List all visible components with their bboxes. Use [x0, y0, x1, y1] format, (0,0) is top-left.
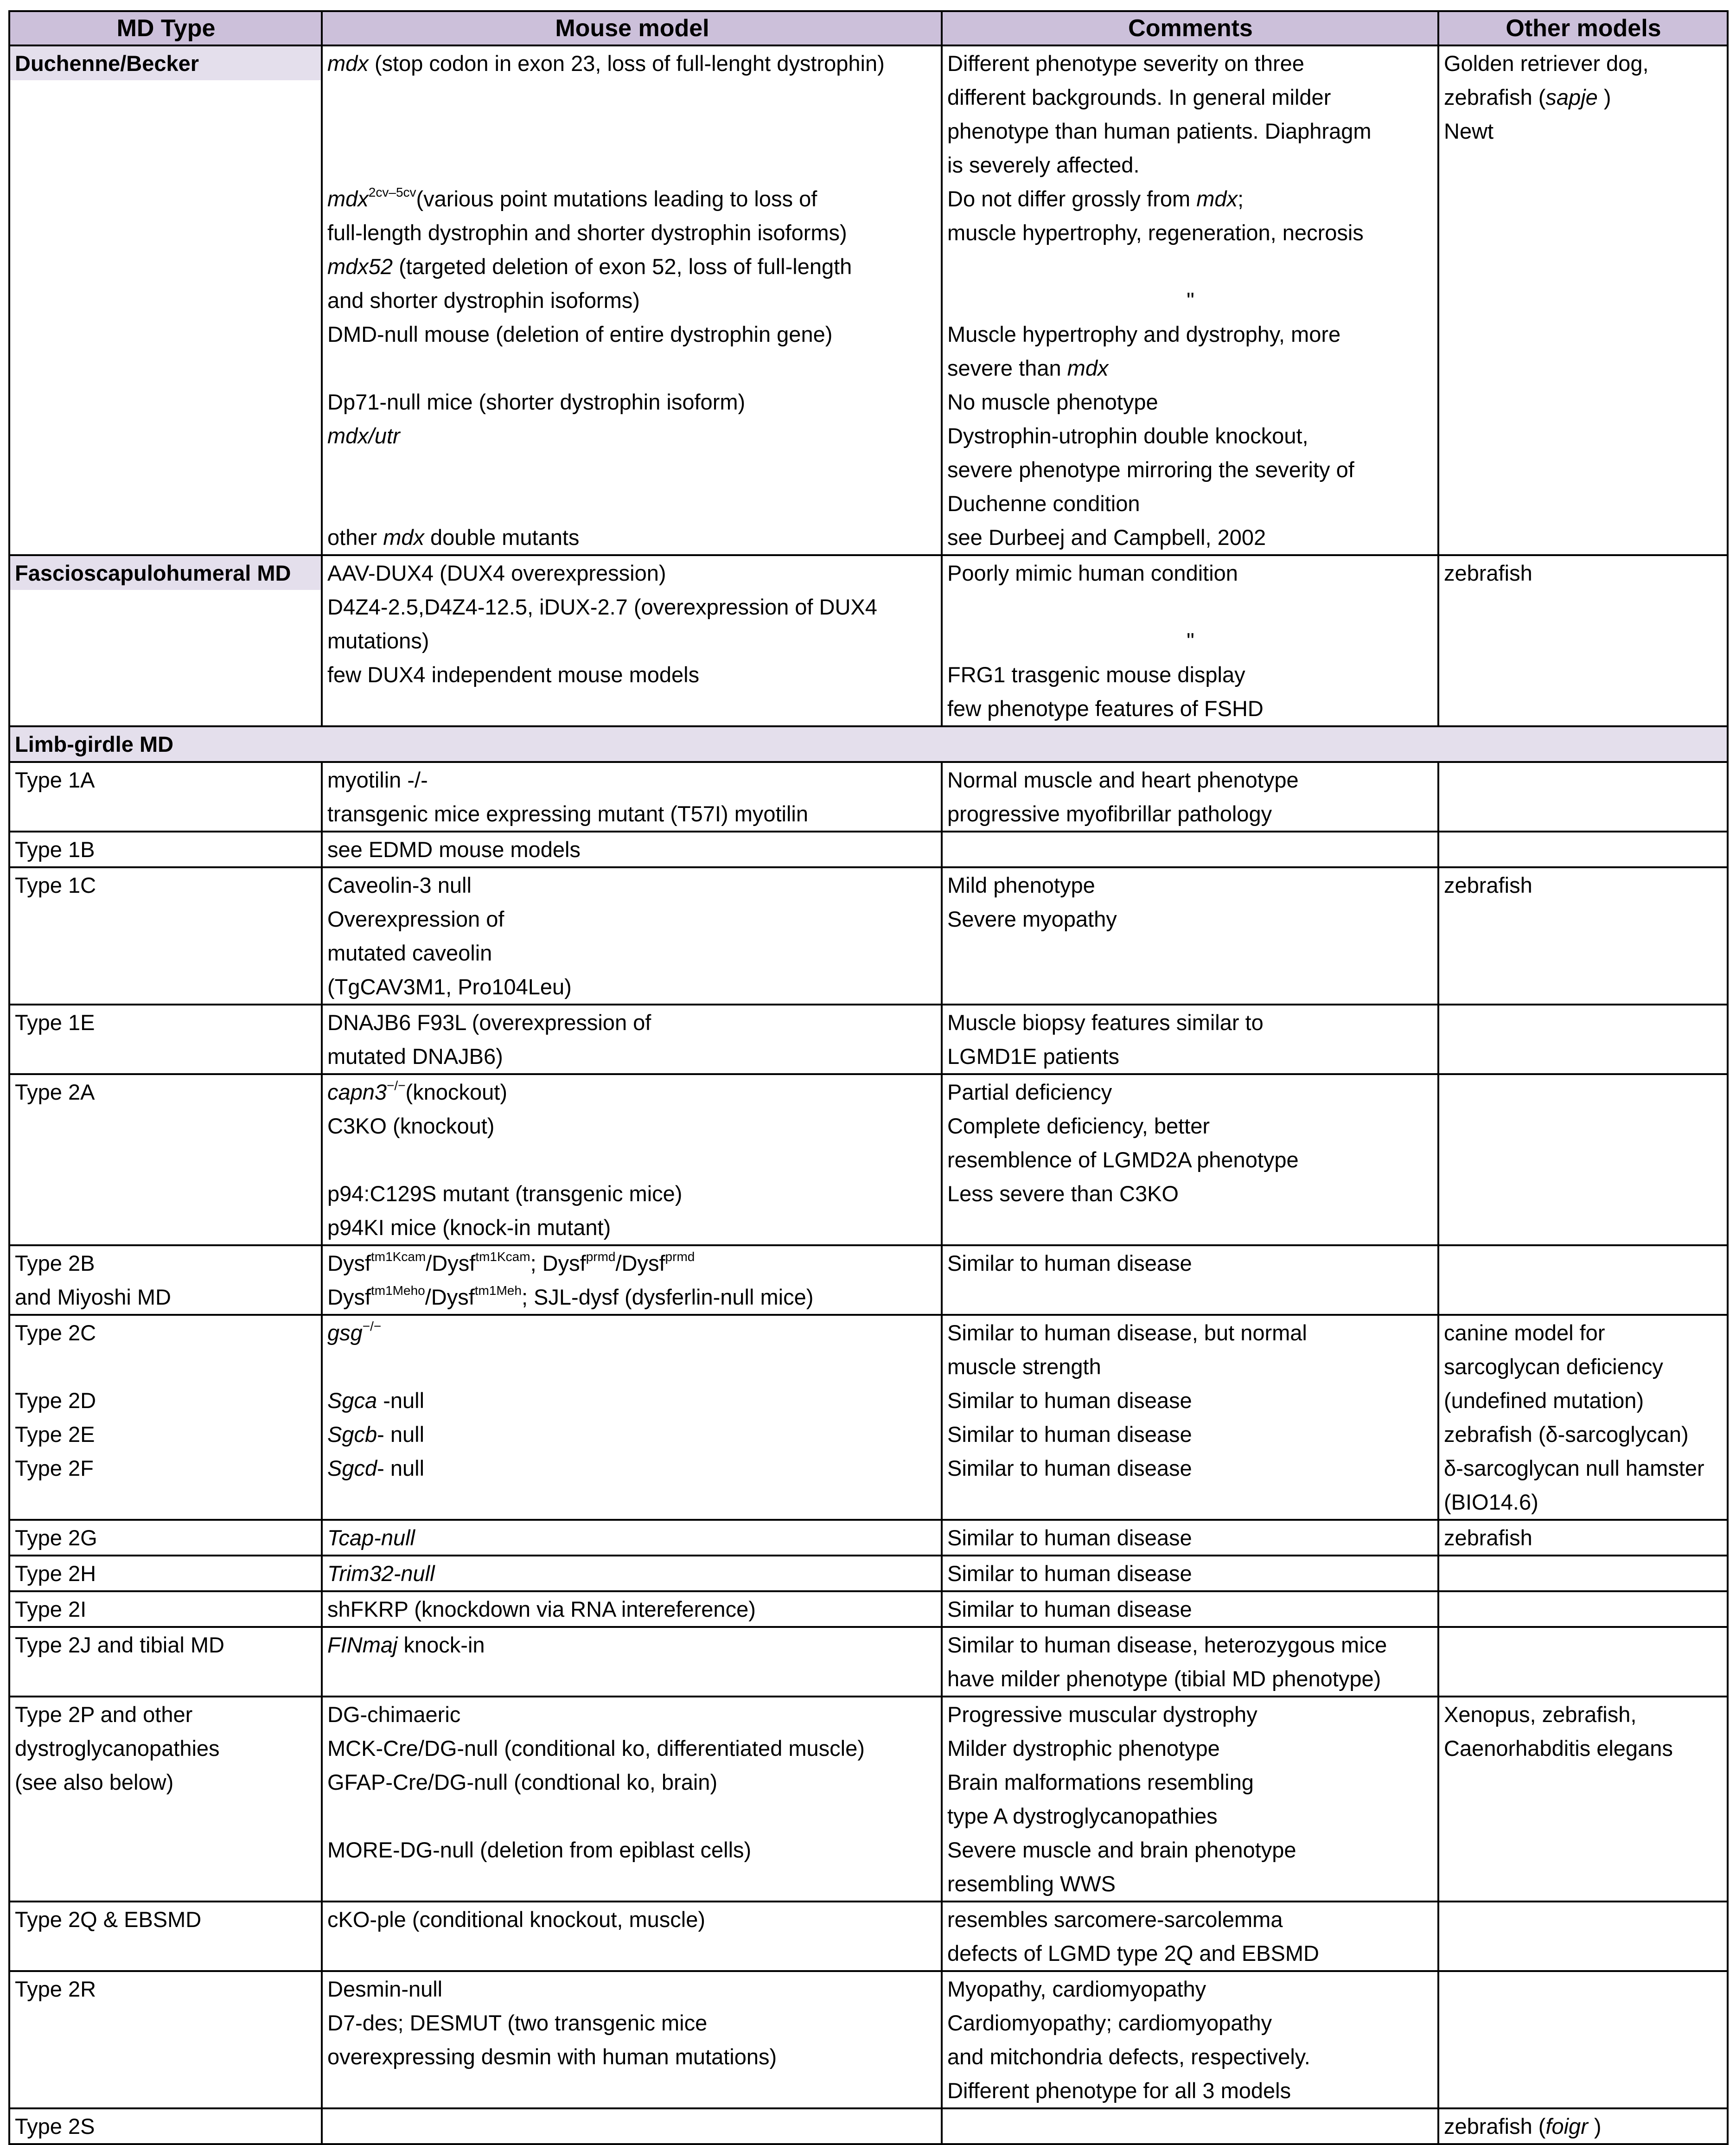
- other_lines-cell: [1438, 867, 1728, 1005]
- mouse_lines-line: and shorter dystrophin isoforms): [327, 288, 640, 313]
- type_lines-line: Type 2Q & EBSMD: [15, 1907, 202, 1932]
- comment_lines-line: Different phenotype severity on three: [947, 51, 1304, 76]
- table-row: [9, 1697, 1728, 1902]
- mouse_lines-line: DG-chimaeric: [327, 1702, 461, 1727]
- comment_lines-cell: [942, 762, 1438, 832]
- other_lines-line: Caenorhabditis elegans: [1444, 1736, 1673, 1761]
- other_lines-cell: [1438, 45, 1728, 555]
- comment_lines-line: few phenotype features of FSHD: [947, 696, 1264, 721]
- table-row: [9, 1627, 1728, 1697]
- comment_lines-line: [947, 590, 1434, 624]
- mouse_lines-line: Sgca -null: [327, 1388, 425, 1413]
- type_lines-cell: [9, 1627, 322, 1697]
- mouse_lines-cell: [322, 1520, 942, 1556]
- type_lines-line: Type 2C: [15, 1320, 96, 1345]
- other_lines-line: sarcoglycan deficiency: [1444, 1354, 1663, 1379]
- comment_lines-cell: [942, 1074, 1438, 1245]
- other_lines-cell: [1438, 1971, 1728, 2108]
- comment_lines-line: Muscle biopsy features similar to: [947, 1010, 1264, 1035]
- type_lines-cell: [9, 832, 322, 867]
- table-row: [9, 45, 1728, 555]
- table-row: [9, 2108, 1728, 2144]
- type_lines-cell: [9, 45, 322, 555]
- type_lines-cell: [9, 1697, 322, 1902]
- comment_lines-line: Similar to human disease: [947, 1251, 1192, 1275]
- type_lines-cell: [9, 1074, 322, 1245]
- mouse_lines-line: FINmaj knock-in: [327, 1633, 485, 1657]
- mouse_lines-line: few DUX4 independent mouse models: [327, 662, 700, 687]
- other_lines-cell: [1438, 1074, 1728, 1245]
- md-models-table-sheet: [8, 10, 1727, 2145]
- comment_lines-line: ": [1187, 628, 1194, 653]
- comment_lines-line: different backgrounds. In general milder: [947, 85, 1331, 109]
- mouse_lines-line: Desmin-null: [327, 1977, 443, 2001]
- mouse_lines-cell: [322, 2108, 942, 2144]
- comment_lines-line: ": [1187, 288, 1194, 313]
- other_lines-line: zebrafish: [1444, 1525, 1532, 1550]
- comment_lines-cell: [942, 1556, 1438, 1591]
- mouse_lines-line: D4Z4-2.5,D4Z4-12.5, iDUX-2.7 (overexpression of DUX4: [327, 595, 877, 619]
- mouse_lines-line: (TgCAV3M1, Pro104Leu): [327, 974, 572, 999]
- comment_lines-line: No muscle phenotype: [947, 390, 1158, 414]
- comment_lines-line: Cardiomyopathy; cardiomyopathy: [947, 2011, 1272, 2035]
- type_lines-cell: [9, 1245, 322, 1315]
- comment_lines-line: severe than mdx: [947, 356, 1109, 380]
- comment_lines-line: Similar to human disease, but normal: [947, 1320, 1307, 1345]
- mouse_lines-line: see EDMD mouse models: [327, 837, 581, 862]
- mouse_lines-line: Dp71-null mice (shorter dystrophin isoform): [327, 390, 746, 414]
- other_lines-line: zebrafish: [1444, 561, 1532, 585]
- mouse_lines-line: cKO-ple (conditional knockout, muscle): [327, 1907, 706, 1932]
- mouse_lines-line: capn3−/−(knockout): [327, 1078, 507, 1104]
- comment_lines-line: Mild phenotype: [947, 873, 1095, 897]
- type_lines-cell: [9, 867, 322, 1005]
- type_lines-line: Type 2E: [15, 1422, 95, 1447]
- comment_lines-line: Similar to human disease: [947, 1422, 1192, 1447]
- type_lines-line: Fascioscapulohumeral MD: [10, 556, 321, 590]
- comment_lines-cell: [942, 832, 1438, 867]
- table-row: [9, 1315, 1728, 1520]
- type_lines-cell: [9, 555, 322, 726]
- header-md-type: MD Type: [9, 11, 322, 45]
- comment_lines-cell: [942, 2108, 1438, 2144]
- comment_lines-line: Severe muscle and brain phenotype: [947, 1838, 1296, 1862]
- other_lines-line: δ-sarcoglycan null hamster: [1444, 1456, 1704, 1480]
- mouse_lines-line: full-length dystrophin and shorter dystrophin isoforms): [327, 220, 847, 245]
- other_lines-line: (undefined mutation): [1444, 1388, 1644, 1413]
- other_lines-cell: [1438, 1591, 1728, 1627]
- type_lines-cell: [9, 1971, 322, 2108]
- other_lines-line: (BIO14.6): [1444, 1490, 1538, 1514]
- mouse_lines-cell: [322, 762, 942, 832]
- type_lines-line: Type 2B: [15, 1251, 95, 1275]
- md-models-table: [8, 10, 1729, 2145]
- type_lines-line: Type 2G: [15, 1525, 97, 1550]
- other_lines-cell: [1438, 2108, 1728, 2144]
- type_lines-line: Type 2F: [15, 1456, 94, 1480]
- mouse_lines-line: AAV-DUX4 (DUX4 overexpression): [327, 561, 666, 585]
- table-row: [9, 832, 1728, 867]
- other_lines-cell: [1438, 1697, 1728, 1902]
- type_lines-line: [15, 1350, 317, 1383]
- comment_lines-cell: [942, 867, 1438, 1005]
- mouse_lines-cell: [322, 1005, 942, 1074]
- mouse_lines-cell: [322, 1627, 942, 1697]
- other_lines-cell: [1438, 832, 1728, 867]
- header-other-models: Other models: [1438, 11, 1728, 45]
- comment_lines-line: resembles sarcomere-sarcolemma: [947, 1907, 1283, 1932]
- mouse_lines-line: mutated DNAJB6): [327, 1044, 503, 1069]
- mouse_lines-line: p94KI mice (knock-in mutant): [327, 1215, 611, 1240]
- table-row: [9, 1245, 1728, 1315]
- comment_lines-line: is severely affected.: [947, 153, 1140, 177]
- comment_lines-line: Duchenne condition: [947, 491, 1140, 516]
- type_lines-cell: [9, 762, 322, 832]
- comment_lines-line: Do not differ grossly from mdx;: [947, 186, 1244, 211]
- type_lines-line: Duchenne/Becker: [10, 46, 321, 80]
- table-row: [9, 1971, 1728, 2108]
- type_lines-line: Type 2H: [15, 1561, 96, 1586]
- type_lines-line: Type 1E: [15, 1010, 95, 1035]
- mouse_lines-cell: [322, 1245, 942, 1315]
- type_lines-line: (see also below): [15, 1770, 174, 1794]
- comment_lines-cell: [942, 1245, 1438, 1315]
- type_lines-line: Type 2P and other: [15, 1702, 193, 1727]
- other_lines-cell: [1438, 1245, 1728, 1315]
- comment_lines-line: [947, 250, 1434, 283]
- comment_lines-cell: [942, 1315, 1438, 1520]
- mouse_lines-line: p94:C129S mutant (transgenic mice): [327, 1181, 683, 1206]
- comment_lines-line: type A dystroglycanopathies: [947, 1804, 1218, 1828]
- mouse_lines-line: Dysf$^{tm1Meho}$/Dysf$^{tm1Meh}$; SJL-dysf (dysferlin-null mice): [327, 1283, 814, 1309]
- table-row: [9, 1556, 1728, 1591]
- mouse_lines-line: [327, 453, 937, 487]
- table-row: [9, 1902, 1728, 1971]
- comment_lines-cell: [942, 1005, 1438, 1074]
- other_lines-cell: [1438, 1556, 1728, 1591]
- mouse_lines-line: Overexpression of: [327, 907, 504, 931]
- type_lines-line: Type 1A: [15, 768, 95, 792]
- comment_lines-line: Poorly mimic human condition: [947, 561, 1238, 585]
- mouse_lines-line: Caveolin-3 null: [327, 873, 472, 897]
- mouse_lines-line: mutations): [327, 628, 429, 653]
- type_lines-line: Type 2D: [15, 1388, 96, 1413]
- mouse_lines-cell: [322, 1556, 942, 1591]
- comment_lines-line: Brain malformations resembling: [947, 1770, 1254, 1794]
- mouse_lines-line: Trim32-null: [327, 1561, 435, 1586]
- mouse_lines-line: [327, 80, 937, 114]
- comment_lines-line: Similar to human disease: [947, 1597, 1192, 1621]
- mouse_lines-line: Dysf$^{tm1Kcam}$/Dysf$^{tm1Kcam}$; Dysf$^{prmd}$/Dysf$^{prmd}$: [327, 1249, 695, 1275]
- mouse_lines-line: [327, 351, 937, 385]
- other_lines-line: zebrafish (sapje ): [1444, 85, 1611, 109]
- comment_lines-line: Severe myopathy: [947, 907, 1117, 931]
- mouse_lines-line: [327, 114, 937, 148]
- mouse_lines-cell: [322, 45, 942, 555]
- type_lines-line: Type 1B: [15, 837, 95, 862]
- other_lines-line: zebrafish (δ-sarcoglycan): [1444, 1422, 1689, 1447]
- comment_lines-line: Similar to human disease, heterozygous mice: [947, 1633, 1387, 1657]
- table-row: [9, 867, 1728, 1005]
- comment_lines-line: have milder phenotype (tibial MD phenotype): [947, 1666, 1381, 1691]
- comment_lines-line: Milder dystrophic phenotype: [947, 1736, 1220, 1761]
- mouse_lines-line: MCK-Cre/DG-null (conditional ko, differentiated muscle): [327, 1736, 865, 1761]
- comment_lines-line: resembling WWS: [947, 1871, 1116, 1896]
- other_lines-cell: [1438, 1315, 1728, 1520]
- comment_lines-line: and mitchondria defects, respectively.: [947, 2044, 1310, 2069]
- mouse_lines-line: Tcap-null: [327, 1525, 415, 1550]
- mouse_lines-cell: [322, 1315, 942, 1520]
- type_lines-cell: [9, 1005, 322, 1074]
- mouse_lines-line: [327, 1799, 937, 1833]
- mouse_lines-line: [327, 1143, 937, 1177]
- type_lines-cell: [9, 1520, 322, 1556]
- type_lines-line: Type 2J and tibial MD: [15, 1633, 224, 1657]
- mouse_lines-cell: [322, 832, 942, 867]
- table-row: [9, 555, 1728, 726]
- mouse_lines-line: [327, 487, 937, 520]
- comment_lines-line: Different phenotype for all 3 models: [947, 2078, 1291, 2103]
- section-row: [9, 726, 1728, 762]
- mouse_lines-cell: [322, 867, 942, 1005]
- mouse_lines-line: shFKRP (knockdown via RNA intereference): [327, 1597, 756, 1621]
- type_lines-line: Type 2I: [15, 1597, 87, 1621]
- mouse_lines-line: DMD-null mouse (deletion of entire dystrophin gene): [327, 322, 833, 346]
- comment_lines-line: FRG1 trasgenic mouse display: [947, 662, 1245, 687]
- mouse_lines-cell: [322, 1074, 942, 1245]
- comment_lines-line: phenotype than human patients. Diaphragm: [947, 119, 1372, 143]
- comment_lines-line: Partial deficiency: [947, 1080, 1112, 1104]
- type_lines-cell: [9, 1556, 322, 1591]
- comment_lines-line: defects of LGMD type 2Q and EBSMD: [947, 1941, 1319, 1966]
- mouse_lines-line: MORE-DG-null (deletion from epiblast cells): [327, 1838, 752, 1862]
- comment_lines-cell: [942, 1697, 1438, 1902]
- mouse_lines-line: Sgcb- null: [327, 1422, 425, 1447]
- comment_lines-line: resemblence of LGMD2A phenotype: [947, 1147, 1299, 1172]
- comment_lines-line: Myopathy, cardiomyopathy: [947, 1977, 1206, 2001]
- other_lines-cell: [1438, 555, 1728, 726]
- header-row: [9, 11, 1728, 45]
- mouse_lines-cell: [322, 1697, 942, 1902]
- type_lines-line: Type 2R: [15, 1977, 96, 2001]
- comment_lines-line: Dystrophin-utrophin double knockout,: [947, 423, 1308, 448]
- mouse_lines-line: mutated caveolin: [327, 941, 492, 965]
- comment_lines-line: Complete deficiency, better: [947, 1114, 1210, 1138]
- other_lines-line: Newt: [1444, 119, 1494, 143]
- comment_lines-line: muscle strength: [947, 1354, 1101, 1379]
- mouse_lines-line: Sgcd- null: [327, 1456, 425, 1480]
- other_lines-cell: [1438, 1005, 1728, 1074]
- comment_lines-line: Less severe than C3KO: [947, 1181, 1179, 1206]
- type_lines-cell: [9, 1315, 322, 1520]
- mouse_lines-cell: [322, 1902, 942, 1971]
- mouse_lines-line: other mdx double mutants: [327, 525, 580, 550]
- comment_lines-cell: [942, 45, 1438, 555]
- type_lines-cell: [9, 2108, 322, 2144]
- mouse_lines-line: [327, 148, 937, 182]
- comment_lines-cell: [942, 555, 1438, 726]
- table-row: [9, 1074, 1728, 1245]
- mouse_lines-line: transgenic mice expressing mutant (T57I) myotilin: [327, 801, 809, 826]
- comment_lines-line: muscle hypertrophy, regeneration, necrosis: [947, 220, 1364, 245]
- other_lines-line: Golden retriever dog,: [1444, 51, 1649, 76]
- type_lines-line: and Miyoshi MD: [15, 1285, 171, 1309]
- table-row: [9, 762, 1728, 832]
- type_lines-cell: [9, 1591, 322, 1627]
- type_lines-cell: [9, 1902, 322, 1971]
- mouse_lines-line: mdx/utr: [327, 423, 400, 448]
- section-label: Limb-girdle MD: [9, 726, 1728, 762]
- mouse_lines-line: DNAJB6 F93L (overexpression of: [327, 1010, 651, 1035]
- type_lines-line: Type 2A: [15, 1080, 95, 1104]
- header-comments: Comments: [942, 11, 1438, 45]
- comment_lines-line: Normal muscle and heart phenotype: [947, 768, 1299, 792]
- mouse_lines-line: mdx$^{2cv-5cv}$(various point mutations leading to loss of: [327, 185, 817, 211]
- other_lines-cell: [1438, 1627, 1728, 1697]
- other_lines-cell: [1438, 762, 1728, 832]
- mouse_lines-cell: [322, 1971, 942, 2108]
- mouse_lines-line: D7-des; DESMUT (two transgenic mice: [327, 2011, 708, 2035]
- mouse_lines-cell: [322, 1591, 942, 1627]
- comment_lines-line: Progressive muscular dystrophy: [947, 1702, 1257, 1727]
- type_lines-line: Type 2S: [15, 2114, 95, 2139]
- mouse_lines-line: gsg−/−: [327, 1319, 382, 1345]
- comment_lines-line: Similar to human disease: [947, 1561, 1192, 1586]
- other_lines-line: canine model for: [1444, 1320, 1605, 1345]
- comment_lines-line: see Durbeej and Campbell, 2002: [947, 525, 1266, 550]
- table-row: [9, 1005, 1728, 1074]
- comment_lines-cell: [942, 1627, 1438, 1697]
- comment_lines-line: Similar to human disease: [947, 1388, 1192, 1413]
- mouse_lines-line: [327, 1350, 937, 1383]
- table-body: [9, 45, 1728, 2144]
- mouse_lines-cell: [322, 555, 942, 726]
- comment_lines-cell: [942, 1902, 1438, 1971]
- other_lines-cell: [1438, 1902, 1728, 1971]
- other_lines-cell: [1438, 1520, 1728, 1556]
- mouse_lines-line: myotilin -/-: [327, 768, 428, 792]
- mouse_lines-line: mdx52 (targeted deletion of exon 52, loss of full-length: [327, 254, 852, 279]
- header-mouse-model: Mouse model: [322, 11, 942, 45]
- comment_lines-line: Similar to human disease: [947, 1456, 1192, 1480]
- mouse_lines-line: mdx (stop codon in exon 23, loss of full-lenght dystrophin): [327, 51, 885, 76]
- type_lines-line: dystroglycanopathies: [15, 1736, 220, 1761]
- mouse_lines-line: overexpressing desmin with human mutations): [327, 2044, 777, 2069]
- comment_lines-line: severe phenotype mirroring the severity of: [947, 457, 1354, 482]
- other_lines-line: zebrafish: [1444, 873, 1532, 897]
- comment_lines-line: Similar to human disease: [947, 1525, 1192, 1550]
- comment_lines-cell: [942, 1591, 1438, 1627]
- table-row: [9, 1520, 1728, 1556]
- other_lines-line: zebrafish (foigr ): [1444, 2114, 1602, 2139]
- comment_lines-line: LGMD1E patients: [947, 1044, 1119, 1069]
- comment_lines-cell: [942, 1971, 1438, 2108]
- comment_lines-line: Muscle hypertrophy and dystrophy, more: [947, 322, 1341, 346]
- mouse_lines-line: GFAP-Cre/DG-null (condtional ko, brain): [327, 1770, 718, 1794]
- comment_lines-cell: [942, 1520, 1438, 1556]
- comment_lines-line: progressive myofibrillar pathology: [947, 801, 1272, 826]
- other_lines-line: Xenopus, zebrafish,: [1444, 1702, 1637, 1727]
- type_lines-line: Type 1C: [15, 873, 96, 897]
- mouse_lines-line: C3KO (knockout): [327, 1114, 495, 1138]
- table-row: [9, 1591, 1728, 1627]
